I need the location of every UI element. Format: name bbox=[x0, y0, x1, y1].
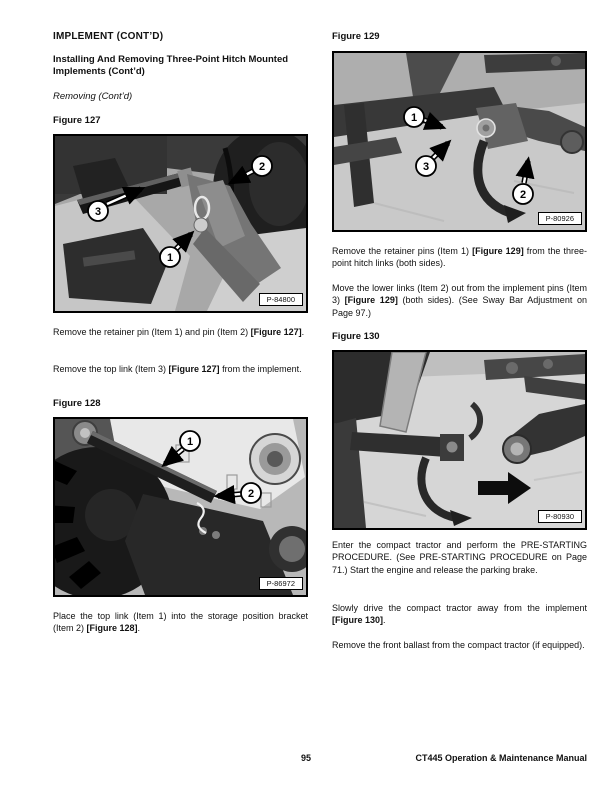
figure-128-photo bbox=[53, 417, 308, 597]
paragraph-text: Slowly drive the compact tractor away from the implement bbox=[332, 603, 587, 613]
figure-127-photo-svg bbox=[55, 136, 306, 311]
figure-reference: [Figure 128] bbox=[86, 623, 138, 634]
figure-reference: [Figure 127] bbox=[250, 327, 302, 337]
paragraph-text: Place the top link (Item 1) into the storage position bracket (Item 2) bbox=[53, 611, 308, 634]
callout-1-label: 1 bbox=[166, 252, 174, 264]
callout-3-label: 3 bbox=[94, 206, 102, 218]
removing-subheading: Removing (Cont’d) bbox=[53, 91, 133, 102]
figure-reference: [Figure 130] bbox=[332, 615, 384, 626]
callout-3-marker bbox=[416, 156, 436, 176]
figure-128-photo-svg bbox=[55, 419, 306, 595]
paragraph-text: Remove the retainer pin (Item 1) and pin (Item 2) bbox=[53, 327, 251, 337]
paragraph-text: . bbox=[137, 623, 141, 634]
paragraph-text: (both sides). (See Sway Bar Adjustment on Page 97.) bbox=[332, 295, 587, 318]
paragraph bbox=[53, 326, 308, 338]
section-title: IMPLEMENT (CONT’D) bbox=[53, 31, 164, 42]
figure-reference: [Figure 129] bbox=[472, 246, 524, 256]
paragraph-text: Remove the retainer pins (Item 1) bbox=[332, 246, 473, 256]
paragraph-text: . bbox=[301, 327, 305, 337]
figure-129-caption: Figure 129 bbox=[332, 31, 380, 42]
callout-3-marker bbox=[88, 201, 108, 221]
callout-1-marker bbox=[180, 431, 200, 451]
figure-130-photo-svg bbox=[334, 352, 585, 528]
paragraph-text: from the implement. bbox=[219, 364, 302, 374]
callout-2-marker bbox=[513, 184, 533, 204]
paragraph-text: Move the lower links (Item 2) out from the implement pins (Item 3) bbox=[332, 283, 587, 306]
paragraph-text: from the three-point hitch links (both sides). bbox=[332, 246, 587, 269]
callout-1-marker bbox=[160, 247, 180, 267]
figure-reference: [Figure 129] bbox=[344, 295, 398, 306]
figure-reference: [Figure 127] bbox=[168, 364, 220, 374]
callout-2-label: 2 bbox=[258, 161, 266, 173]
callout-2-label: 2 bbox=[247, 488, 255, 500]
callout-1-marker bbox=[404, 107, 424, 127]
figure-127-caption: Figure 127 bbox=[53, 115, 101, 126]
figure-127-photo-id: P-84800 bbox=[259, 293, 303, 306]
figure-128-photo-id: P-86972 bbox=[259, 577, 303, 590]
figure-127-photo bbox=[53, 134, 308, 313]
figure-128-caption: Figure 128 bbox=[53, 398, 101, 409]
callout-1-label: 1 bbox=[186, 436, 194, 448]
callout-2-marker bbox=[252, 156, 272, 176]
paragraph-text: Remove the front ballast from the compact tractor (if equipped). bbox=[332, 640, 585, 650]
paragraph bbox=[332, 639, 587, 651]
paragraph bbox=[332, 282, 587, 319]
paragraph-text: . bbox=[383, 615, 386, 626]
figure-129-photo bbox=[332, 51, 587, 232]
callout-2-marker bbox=[241, 483, 261, 503]
paragraph-text: Remove the top link (Item 3) bbox=[53, 364, 169, 374]
figure-130-caption: Figure 130 bbox=[332, 331, 380, 342]
paragraph bbox=[53, 363, 308, 375]
subsection-title: Installing And Removing Three-Point Hitch Mounted Implements (Cont’d) bbox=[53, 54, 289, 77]
figure-129-photo-id: P-80926 bbox=[538, 212, 582, 225]
callout-1-label: 1 bbox=[410, 112, 418, 124]
paragraph bbox=[332, 245, 587, 270]
paragraph bbox=[332, 539, 587, 576]
callout-arrow-icon bbox=[218, 494, 241, 496]
paragraph bbox=[332, 602, 587, 627]
callout-3-label: 3 bbox=[422, 161, 430, 173]
callout-2-label: 2 bbox=[519, 189, 527, 201]
paragraph bbox=[53, 610, 308, 635]
figure-130-photo bbox=[332, 350, 587, 530]
figure-129-photo-svg bbox=[334, 53, 585, 230]
manual-title: CT445 Operation & Maintenance Manual bbox=[415, 753, 587, 763]
page-number: 95 bbox=[300, 753, 311, 763]
paragraph-text: Enter the compact tractor and perform the PRE-STARTING PROCEDURE. (See PRE-STARTING PROCEDURE on Page 71.) Start the engine and release the parking brake. bbox=[332, 540, 587, 575]
figure-130-photo-id: P-80930 bbox=[538, 510, 582, 523]
